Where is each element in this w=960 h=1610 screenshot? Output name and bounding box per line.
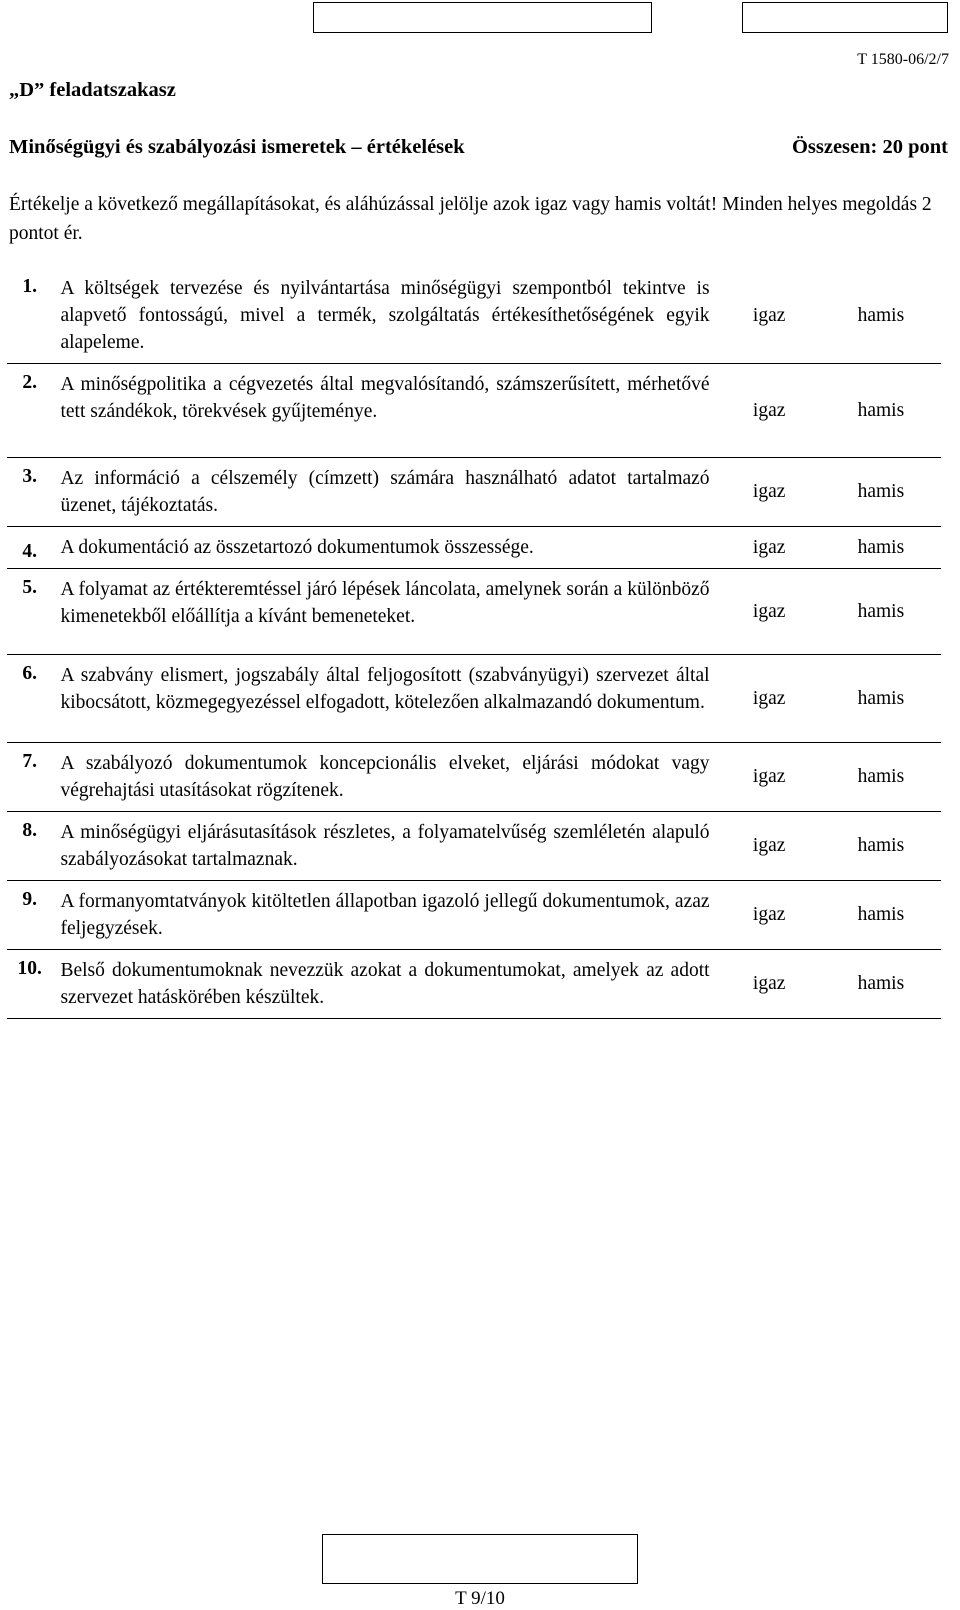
question-row — [7, 527, 941, 569]
instructions: Értékelje a következő megállapításokat, és aláhúzással jelölje azok igaz vagy hamis voltát! Minden helyes megoldás 2 pontot ér. — [9, 194, 932, 244]
option-true[interactable]: igaz — [752, 304, 786, 326]
question-row — [7, 268, 941, 364]
question-statement: A minőségügyi eljárásutasítások részletes, a folyamatelvűség szemléletén alapuló szabályozásokat tartalmaznak. — [60, 822, 710, 870]
question-number: 3. — [22, 466, 38, 487]
question-number: 5. — [22, 577, 38, 598]
option-true[interactable]: igaz — [752, 904, 786, 925]
option-false[interactable]: hamis — [857, 766, 905, 787]
question-row — [7, 812, 941, 881]
total-points: Összesen: 20 pont — [791, 136, 948, 158]
option-true[interactable]: igaz — [752, 766, 786, 787]
option-false[interactable]: hamis — [857, 304, 905, 326]
document-code: T 1580-06/2/7 — [857, 51, 949, 68]
option-true[interactable]: igaz — [752, 399, 786, 421]
question-number: 2. — [22, 372, 38, 393]
option-false[interactable]: hamis — [857, 973, 905, 994]
question-statement: Belső dokumentumoknak nevezzük azokat a dokumentumokat, amelyek az adott szervezet hatáskörében készültek. — [60, 960, 710, 1008]
option-true[interactable]: igaz — [752, 536, 786, 558]
option-true[interactable]: igaz — [752, 600, 786, 622]
question-row — [7, 655, 941, 743]
score-box-1 — [313, 2, 652, 33]
question-statement: Az információ a célszemély (címzett) számára használható adatot tartalmazó üzenet, tájékoztatás. — [60, 468, 710, 516]
question-row — [7, 743, 941, 812]
option-false[interactable]: hamis — [857, 536, 905, 558]
question-statement: A költségek tervezése és nyilvántartása minőségügyi szempontból tekintve is alapvető fontosságú, mivel a termék, szolgáltatás értékesíthetőségének egyik alapeleme. — [60, 278, 710, 353]
question-number: 1. — [22, 276, 38, 297]
option-true[interactable]: igaz — [752, 687, 786, 709]
question-number: 9. — [22, 889, 38, 910]
question-statement: A dokumentáció az összetartozó dokumentumok összessége. — [60, 537, 534, 558]
section-subtitle: Minőségügyi és szabályozási ismeretek – értékelések — [9, 136, 465, 158]
question-row — [7, 458, 941, 527]
question-row — [7, 881, 941, 950]
question-number: 6. — [22, 663, 38, 684]
option-false[interactable]: hamis — [857, 835, 905, 856]
page-number: T 9/10 — [455, 1588, 505, 1609]
option-true[interactable]: igaz — [752, 973, 786, 994]
question-statement: A formanyomtatványok kitöltetlen állapotban igazoló jellegű dokumentumok, azaz feljegyzések. — [60, 891, 710, 939]
question-statement: A folyamat az értékteremtéssel járó lépések láncolata, amelynek során a különböző kimenetekből előállítja a kívánt bemeneteket. — [60, 579, 710, 627]
question-number: 7. — [22, 751, 38, 772]
question-number: 8. — [22, 820, 38, 841]
option-false[interactable]: hamis — [857, 904, 905, 925]
question-statement: A szabvány elismert, jogszabály által feljogosított (szabványügyi) szervezet által kibocsátott, közmegegyezéssel elfogadott, kötelezően alkalmazandó dokumentum. — [60, 665, 710, 713]
question-number: 4. — [22, 540, 38, 562]
questions-table — [7, 268, 941, 1019]
question-row — [7, 569, 941, 655]
score-box-2 — [742, 2, 948, 33]
option-false[interactable]: hamis — [857, 600, 905, 622]
option-false[interactable]: hamis — [857, 687, 905, 709]
option-true[interactable]: igaz — [752, 835, 786, 856]
option-false[interactable]: hamis — [857, 399, 905, 421]
option-true[interactable]: igaz — [752, 481, 786, 502]
question-statement: A minőségpolitika a cégvezetés által megvalósítandó, számszerűsített, mérhetővé tett szándékok, törekvések gyűjteménye. — [60, 374, 710, 422]
option-false[interactable]: hamis — [857, 481, 905, 502]
question-row — [7, 950, 941, 1019]
section-title: „D” feladatszakasz — [9, 79, 176, 101]
question-row — [7, 364, 941, 458]
question-number: 10. — [17, 958, 42, 979]
question-statement: A szabályozó dokumentumok koncepcionális elveket, eljárási módokat vagy végrehajtási utasításokat rögzítenek. — [60, 753, 710, 801]
score-box-bottom — [322, 1534, 638, 1584]
